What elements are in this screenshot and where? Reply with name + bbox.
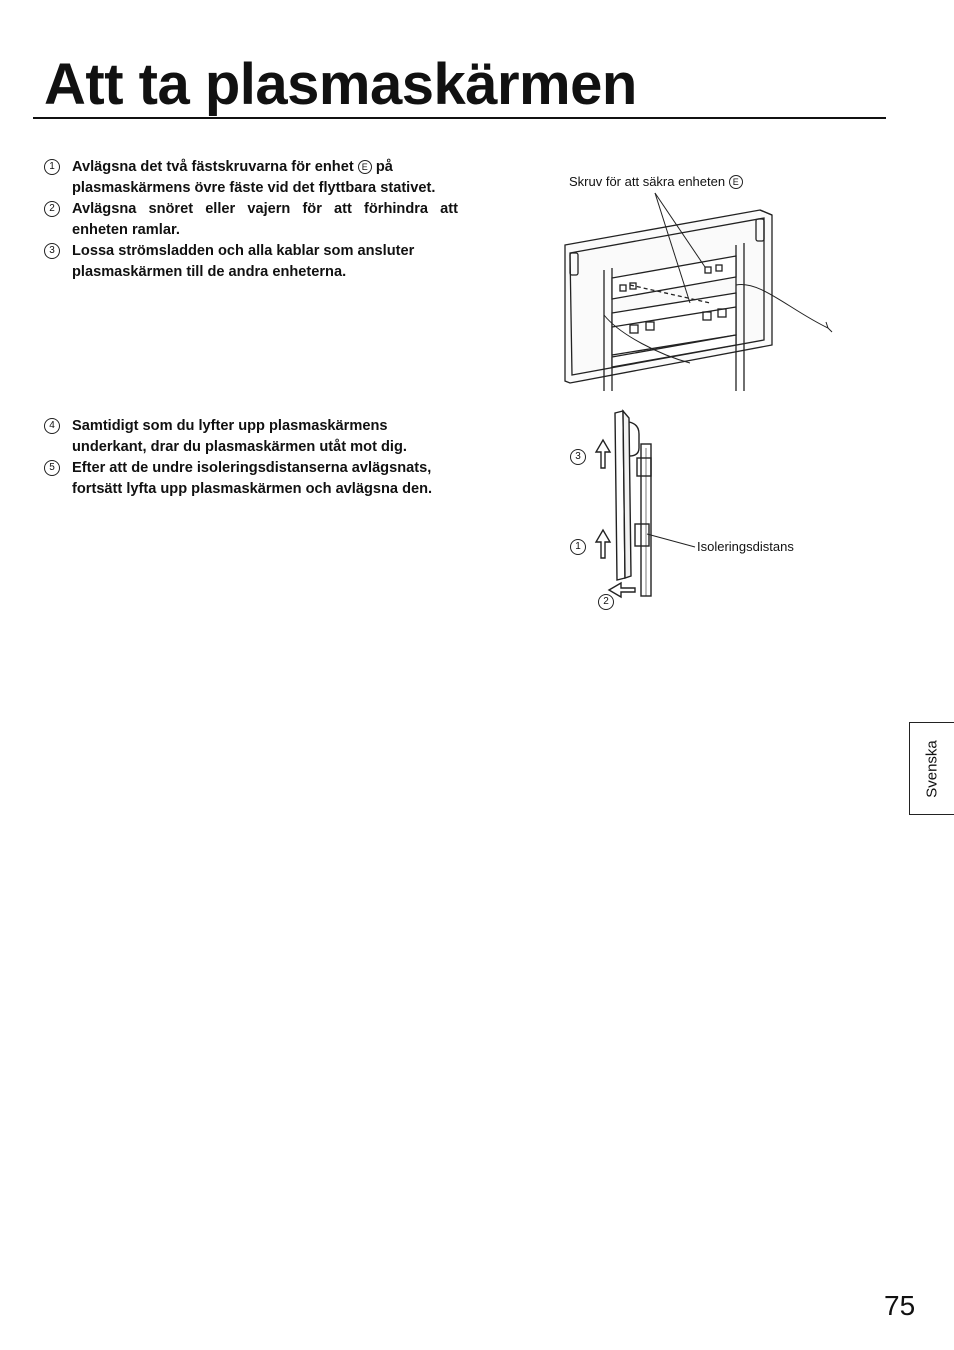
display-side-removal-illustration xyxy=(565,408,810,613)
page-title: Att ta plasmaskärmen xyxy=(44,52,637,117)
step-number-badge: 4 xyxy=(44,418,60,434)
title-rule xyxy=(33,117,886,119)
step-text: Samtidigt som du lyfter upp plasmaskärmens underkant, drar du plasmaskärmen utåt mot dig. xyxy=(72,418,407,455)
step-list-2 xyxy=(44,416,458,500)
page-number: 75 xyxy=(884,1290,916,1321)
step-item xyxy=(44,416,458,458)
unit-e-mark: E xyxy=(358,160,372,174)
unit-e-mark: E xyxy=(729,175,743,189)
language-tab xyxy=(909,722,954,815)
step-text: Efter att de undre isoleringsdistanserna avlägsnats, fortsätt lyfta upp plasmaskärmen och avlägsna den. xyxy=(72,460,433,497)
step-text: Avlägsna snöret eller vajern för att förhindra att enheten ramlar. xyxy=(72,201,458,238)
step-item xyxy=(44,199,458,241)
step-text: Avlägsna det två fästskruvarna för enhet xyxy=(72,159,358,175)
step-number-badge: 5 xyxy=(44,460,60,476)
step-item xyxy=(44,458,458,500)
figure2-marker: 2 xyxy=(598,594,614,610)
figure2-marker: 1 xyxy=(570,539,586,555)
step-list-1 xyxy=(44,157,458,283)
display-rear-illustration xyxy=(560,185,840,395)
language-label: Svenska xyxy=(923,739,941,798)
step-item xyxy=(44,157,458,199)
step-text: på plasmaskärmens övre fäste vid det flyttbara stativet. xyxy=(72,159,436,196)
step-number-badge: 2 xyxy=(44,201,60,217)
step-number-badge: 1 xyxy=(44,159,60,175)
step-number-badge: 3 xyxy=(44,243,60,259)
figure2-marker: 3 xyxy=(570,449,586,465)
figure2-callout: Isoleringsdistans xyxy=(697,539,794,554)
step-item xyxy=(44,241,458,283)
step-text: Lossa strömsladden och alla kablar som ansluter plasmaskärmen till de andra enheterna. xyxy=(72,243,415,280)
figure1-callout: Skruv för att säkra enheten E xyxy=(569,174,743,190)
